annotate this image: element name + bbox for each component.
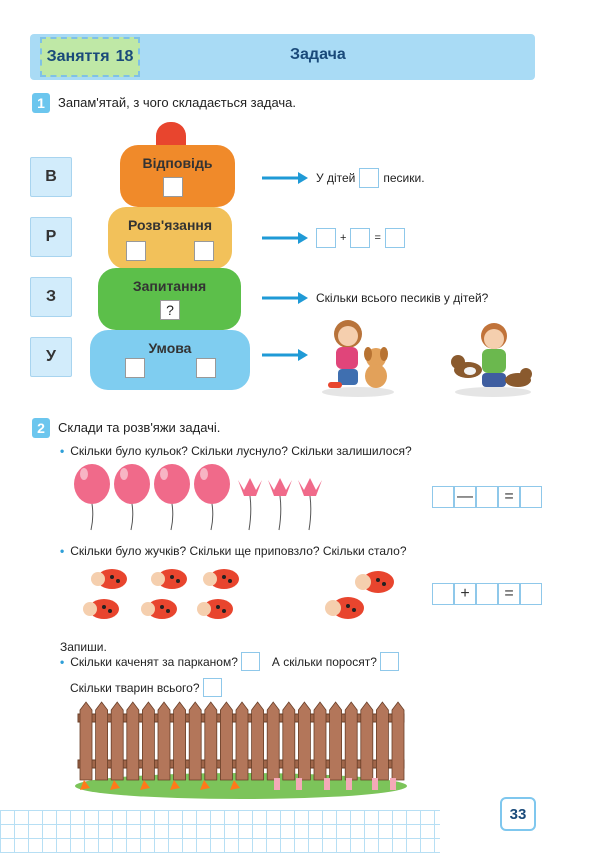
arrow-right-icon — [262, 291, 308, 305]
lesson-tag — [40, 37, 140, 77]
condition-box-left[interactable] — [125, 358, 145, 378]
page-number: 33 — [500, 797, 536, 831]
arrow-right-icon — [262, 171, 308, 185]
fence-slat — [80, 702, 92, 780]
write-q2: А скільки поросят? — [271, 654, 377, 669]
boy-with-dogs-image — [448, 318, 534, 400]
fence-slat — [96, 702, 108, 780]
fence-slat — [330, 702, 342, 780]
task-2-item-1 — [60, 444, 412, 458]
ring-answer — [120, 145, 235, 207]
eq1-cell-2[interactable] — [476, 486, 498, 508]
task-2-item-1-text: Скільки було кульок? Скільки луснуло? Скільки залишилося? — [70, 444, 412, 458]
fence-slat — [345, 702, 357, 780]
grid-decoration — [0, 810, 440, 853]
answer-before-text: У дітей — [316, 171, 356, 185]
fence-slat — [376, 702, 388, 780]
fence-image — [74, 700, 408, 800]
popped-balloons-image — [236, 476, 326, 532]
fence-slat — [205, 702, 217, 780]
fence-slat — [298, 702, 310, 780]
two-ladybugs-image — [316, 566, 408, 626]
answer-input-box[interactable] — [359, 168, 379, 188]
fence-slat — [174, 702, 186, 780]
girl-with-puppy-image — [316, 314, 400, 398]
piglets-count-box[interactable] — [380, 652, 399, 671]
write-line-1 — [60, 652, 399, 671]
task-2-item-2-text: Скільки було жучків? Скільки ще приповзло? Скільки стало? — [70, 544, 407, 558]
solution-box-right[interactable] — [194, 241, 214, 261]
letter-box-u: У — [30, 337, 72, 377]
eq1-cell-1[interactable] — [432, 486, 454, 508]
fence-slat — [220, 702, 232, 780]
write-q1: Скільки каченят за парканом? — [70, 654, 238, 669]
fence-slat — [127, 702, 139, 780]
fence-slat — [236, 702, 248, 780]
fence-slat — [267, 702, 279, 780]
ring-solution — [108, 207, 232, 269]
fence-slat — [361, 702, 373, 780]
ring-answer-label: Відповідь — [142, 155, 213, 171]
eq1-cell-result[interactable] — [520, 486, 542, 508]
fence-slat — [283, 702, 295, 780]
solution-input-1[interactable] — [316, 228, 336, 248]
task-2-item-2 — [60, 544, 407, 558]
fence-slat — [158, 702, 170, 780]
animals-total-box[interactable] — [203, 678, 222, 697]
ducklings-count-box[interactable] — [241, 652, 260, 671]
write-q3: Скільки тварин всього? — [70, 680, 200, 695]
question-text: Скільки всього песиків у дітей? — [316, 291, 489, 305]
question-mark-box: ? — [160, 300, 180, 320]
letter-box-z: З — [30, 277, 72, 317]
equals-sign: = — [374, 232, 381, 244]
solution-input-result[interactable] — [385, 228, 405, 248]
ladybugs-group-image — [72, 563, 256, 627]
answer-after-text: песики. — [383, 171, 425, 185]
eq2-cell-2[interactable] — [476, 583, 498, 605]
ring-solution-label: Розв'язання — [127, 217, 213, 233]
ring-question — [98, 268, 241, 330]
eq1-equals: = — [498, 486, 520, 508]
plus-sign: + — [340, 232, 347, 244]
answer-box[interactable] — [163, 177, 183, 197]
solution-box-left[interactable] — [126, 241, 146, 261]
eq2-equals: = — [498, 583, 520, 605]
eq1-minus: — — [454, 486, 476, 508]
page-title: Задача — [290, 46, 346, 63]
write-label: Запиши. — [60, 640, 107, 654]
fence-slat — [142, 702, 154, 780]
solution-line — [316, 228, 405, 248]
eq2-cell-1[interactable] — [432, 583, 454, 605]
task-1-number: 1 — [32, 93, 50, 113]
fence-slat — [252, 702, 264, 780]
ring-question-label: Запитання — [132, 278, 207, 294]
bullet-icon: • — [60, 654, 65, 669]
write-line-2 — [70, 678, 222, 697]
bullet-icon: • — [60, 544, 65, 558]
equation-row-addition — [432, 583, 542, 605]
arrow-right-icon — [262, 348, 308, 362]
ring-condition-label: Умова — [148, 340, 192, 356]
answer-line — [316, 168, 425, 188]
fence-slat — [314, 702, 326, 780]
letter-box-r: Р — [30, 217, 72, 257]
task-1-instruction: Запам'ятай, з чого складається задача. — [58, 95, 297, 110]
arrow-right-icon — [262, 231, 308, 245]
fence-slat — [392, 702, 404, 780]
condition-box-right[interactable] — [196, 358, 216, 378]
bullet-icon: • — [60, 444, 65, 458]
fence-slat — [189, 702, 201, 780]
eq2-plus: + — [454, 583, 476, 605]
ring-condition — [90, 330, 250, 390]
solution-input-2[interactable] — [350, 228, 370, 248]
fence-slat — [111, 702, 123, 780]
task-2-instruction: Склади та розв'яжи задачі. — [58, 420, 221, 435]
balloons-image — [70, 462, 234, 532]
lesson-number: 18 — [115, 48, 134, 65]
eq2-cell-result[interactable] — [520, 583, 542, 605]
lesson-label: Заняття — [46, 48, 110, 65]
letter-box-v: В — [30, 157, 72, 197]
task-2-number: 2 — [32, 418, 50, 438]
equation-row-subtraction — [432, 486, 542, 508]
